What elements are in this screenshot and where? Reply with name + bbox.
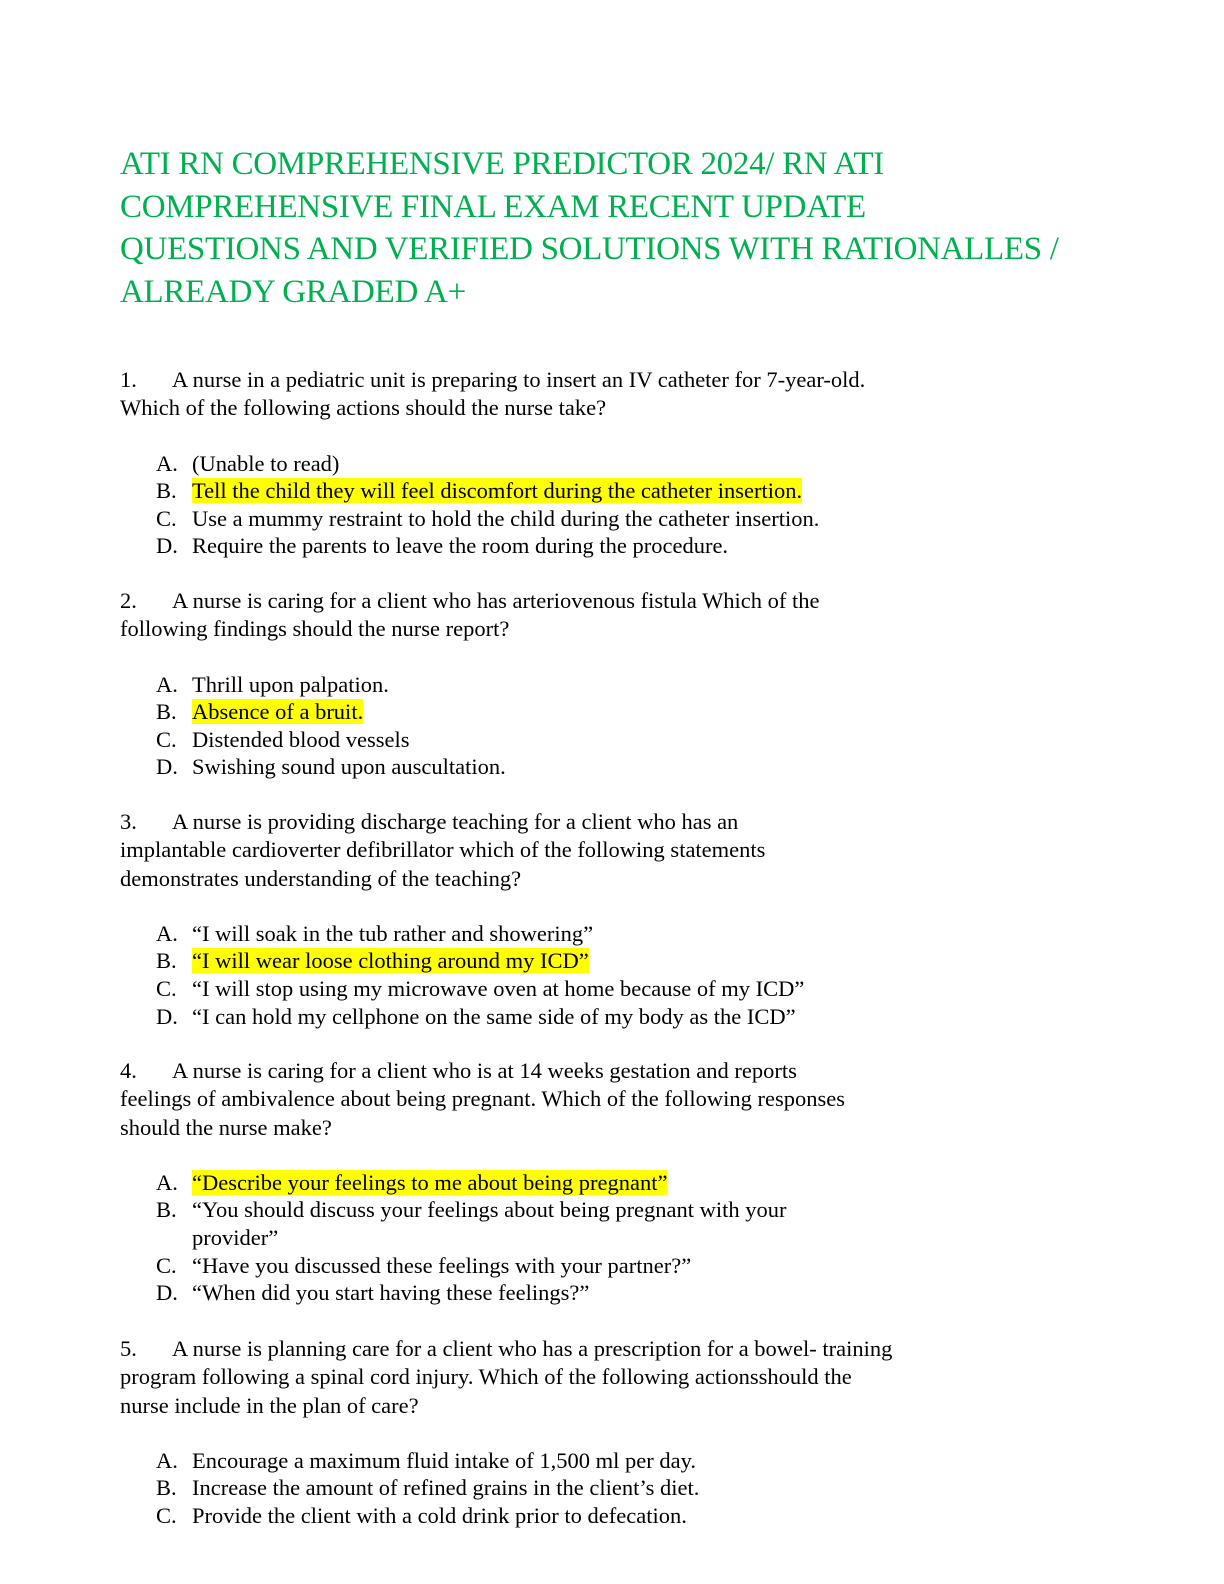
answer-option-c[interactable] <box>120 975 1120 1003</box>
title-line: COMPREHENSIVE FINAL EXAM RECENT UPDATE <box>120 188 866 225</box>
answer-option-d[interactable] <box>120 1003 1120 1031</box>
answer-options <box>120 671 1120 781</box>
option-text: Provide the client with a cold drink prior to defecation. <box>192 1503 687 1529</box>
option-letter: C. <box>156 976 177 1002</box>
answer-option-a[interactable] <box>120 1447 1120 1475</box>
stem-line: A nurse is caring for a client who has arteriovenous fistula Which of the <box>172 588 820 613</box>
option-text-highlighted: Absence of a bruit. <box>192 699 364 725</box>
option-letter: C. <box>156 1252 177 1278</box>
stem-line: demonstrates understanding of the teaching? <box>120 865 522 891</box>
option-text-highlighted: “I will wear loose clothing around my ICD” <box>192 948 589 974</box>
option-letter: C. <box>156 1503 177 1529</box>
option-text: Require the parents to leave the room during the procedure. <box>192 533 729 559</box>
option-letter: B. <box>156 1475 177 1501</box>
stem-line: implantable cardioverter defibrillator which of the following statements <box>120 837 766 863</box>
answer-option-c[interactable] <box>120 726 1120 754</box>
option-text: Swishing sound upon auscultation. <box>192 754 506 780</box>
option-letter: B. <box>156 478 177 504</box>
answer-options <box>120 450 1120 560</box>
stem-line: A nurse is caring for a client who is at 14 weeks gestation and reports <box>172 1058 797 1083</box>
option-text-highlighted: “Describe your feelings to me about being pregnant” <box>192 1169 668 1195</box>
title-line: ATI RN COMPREHENSIVE PREDICTOR 2024/ RN ATI <box>120 146 884 182</box>
option-text-highlighted: Tell the child they will feel discomfort during the catheter insertion. <box>192 478 803 504</box>
option-letter: D. <box>156 533 178 559</box>
answer-option-a[interactable] <box>120 920 1120 948</box>
option-text <box>192 1196 1120 1251</box>
option-text: Increase the amount of refined grains in the client’s diet. <box>192 1475 700 1501</box>
answer-options <box>120 1447 1120 1530</box>
question-stem <box>120 1057 1120 1142</box>
document-title <box>120 143 1180 313</box>
question-2 <box>120 587 1120 781</box>
option-letter: B. <box>156 1197 177 1223</box>
question-number: 5. <box>120 1336 137 1361</box>
option-letter: A. <box>156 450 178 476</box>
option-letter: A. <box>156 1169 178 1195</box>
answer-option-c[interactable] <box>120 505 1120 533</box>
answer-option-d[interactable] <box>120 532 1120 560</box>
stem-line: following findings should the nurse report? <box>120 616 510 642</box>
option-letter: D. <box>156 754 178 780</box>
option-letter: A. <box>156 671 178 697</box>
option-text: “Have you discussed these feelings with your partner?” <box>192 1252 692 1278</box>
stem-line: feelings of ambivalence about being pregnant. Which of the following responses <box>120 1086 845 1112</box>
option-text: “I will soak in the tub rather and showering” <box>192 920 594 946</box>
question-stem <box>120 366 1120 423</box>
question-number: 4. <box>120 1058 137 1083</box>
answer-option-d[interactable] <box>120 753 1120 781</box>
answer-option-b[interactable] <box>120 477 1120 505</box>
answer-option-a[interactable] <box>120 1169 1120 1197</box>
answer-options <box>120 1169 1120 1307</box>
option-letter: D. <box>156 1280 178 1306</box>
stem-line: Which of the following actions should the nurse take? <box>120 395 607 421</box>
question-number: 1. <box>120 367 137 392</box>
answer-option-b[interactable] <box>120 698 1120 726</box>
question-4 <box>120 1057 1120 1307</box>
answer-option-a[interactable] <box>120 671 1120 699</box>
title-line: ALREADY GRADED A+ <box>120 273 466 310</box>
question-stem <box>120 1335 1120 1420</box>
stem-line: A nurse is planning care for a client who has a prescription for a bowel- training <box>172 1336 893 1361</box>
answer-option-b[interactable] <box>120 1474 1120 1502</box>
answer-option-b[interactable] <box>120 947 1120 975</box>
answer-options <box>120 920 1120 1030</box>
option-text: “I will stop using my microwave oven at home because of my ICD” <box>192 976 805 1002</box>
option-text: Distended blood vessels <box>192 726 410 752</box>
question-number: 2. <box>120 588 137 613</box>
option-letter: C. <box>156 505 177 531</box>
answer-option-d[interactable] <box>120 1279 1120 1307</box>
option-text: “When did you start having these feelings?” <box>192 1280 590 1306</box>
question-number: 3. <box>120 809 137 834</box>
option-text: Use a mummy restraint to hold the child during the catheter insertion. <box>192 505 820 531</box>
option-text: (Unable to read) <box>192 450 340 476</box>
question-1 <box>120 366 1120 560</box>
answer-option-b[interactable] <box>120 1196 1120 1251</box>
stem-line: nurse include in the plan of care? <box>120 1392 419 1418</box>
answer-option-a[interactable] <box>120 450 1120 478</box>
stem-line: A nurse is providing discharge teaching for a client who has an <box>172 809 739 834</box>
option-letter: D. <box>156 1003 178 1029</box>
answer-option-c[interactable] <box>120 1502 1120 1530</box>
option-text-line: “You should discuss your feelings about being pregnant with your <box>192 1197 787 1223</box>
stem-line: A nurse in a pediatric unit is preparing to insert an IV catheter for 7-year-old. <box>172 367 866 392</box>
question-3 <box>120 808 1120 1030</box>
option-text: Thrill upon palpation. <box>192 671 389 697</box>
stem-line: program following a spinal cord injury. Which of the following actionsshould the <box>120 1364 852 1390</box>
stem-line: should the nurse make? <box>120 1114 332 1140</box>
option-letter: C. <box>156 726 177 752</box>
option-letter: B. <box>156 948 177 974</box>
option-text: “I can hold my cellphone on the same side of my body as the ICD” <box>192 1003 796 1029</box>
title-line: QUESTIONS AND VERIFIED SOLUTIONS WITH RATIONALLES / <box>120 231 1059 267</box>
answer-option-c[interactable] <box>120 1252 1120 1280</box>
option-letter: B. <box>156 699 177 725</box>
question-5 <box>120 1335 1120 1530</box>
question-stem <box>120 808 1120 893</box>
option-letter: A. <box>156 1447 178 1473</box>
question-stem <box>120 587 1120 644</box>
option-text-line: provider” <box>192 1225 279 1251</box>
option-text: Encourage a maximum fluid intake of 1,500 ml per day. <box>192 1447 697 1473</box>
option-letter: A. <box>156 920 178 946</box>
